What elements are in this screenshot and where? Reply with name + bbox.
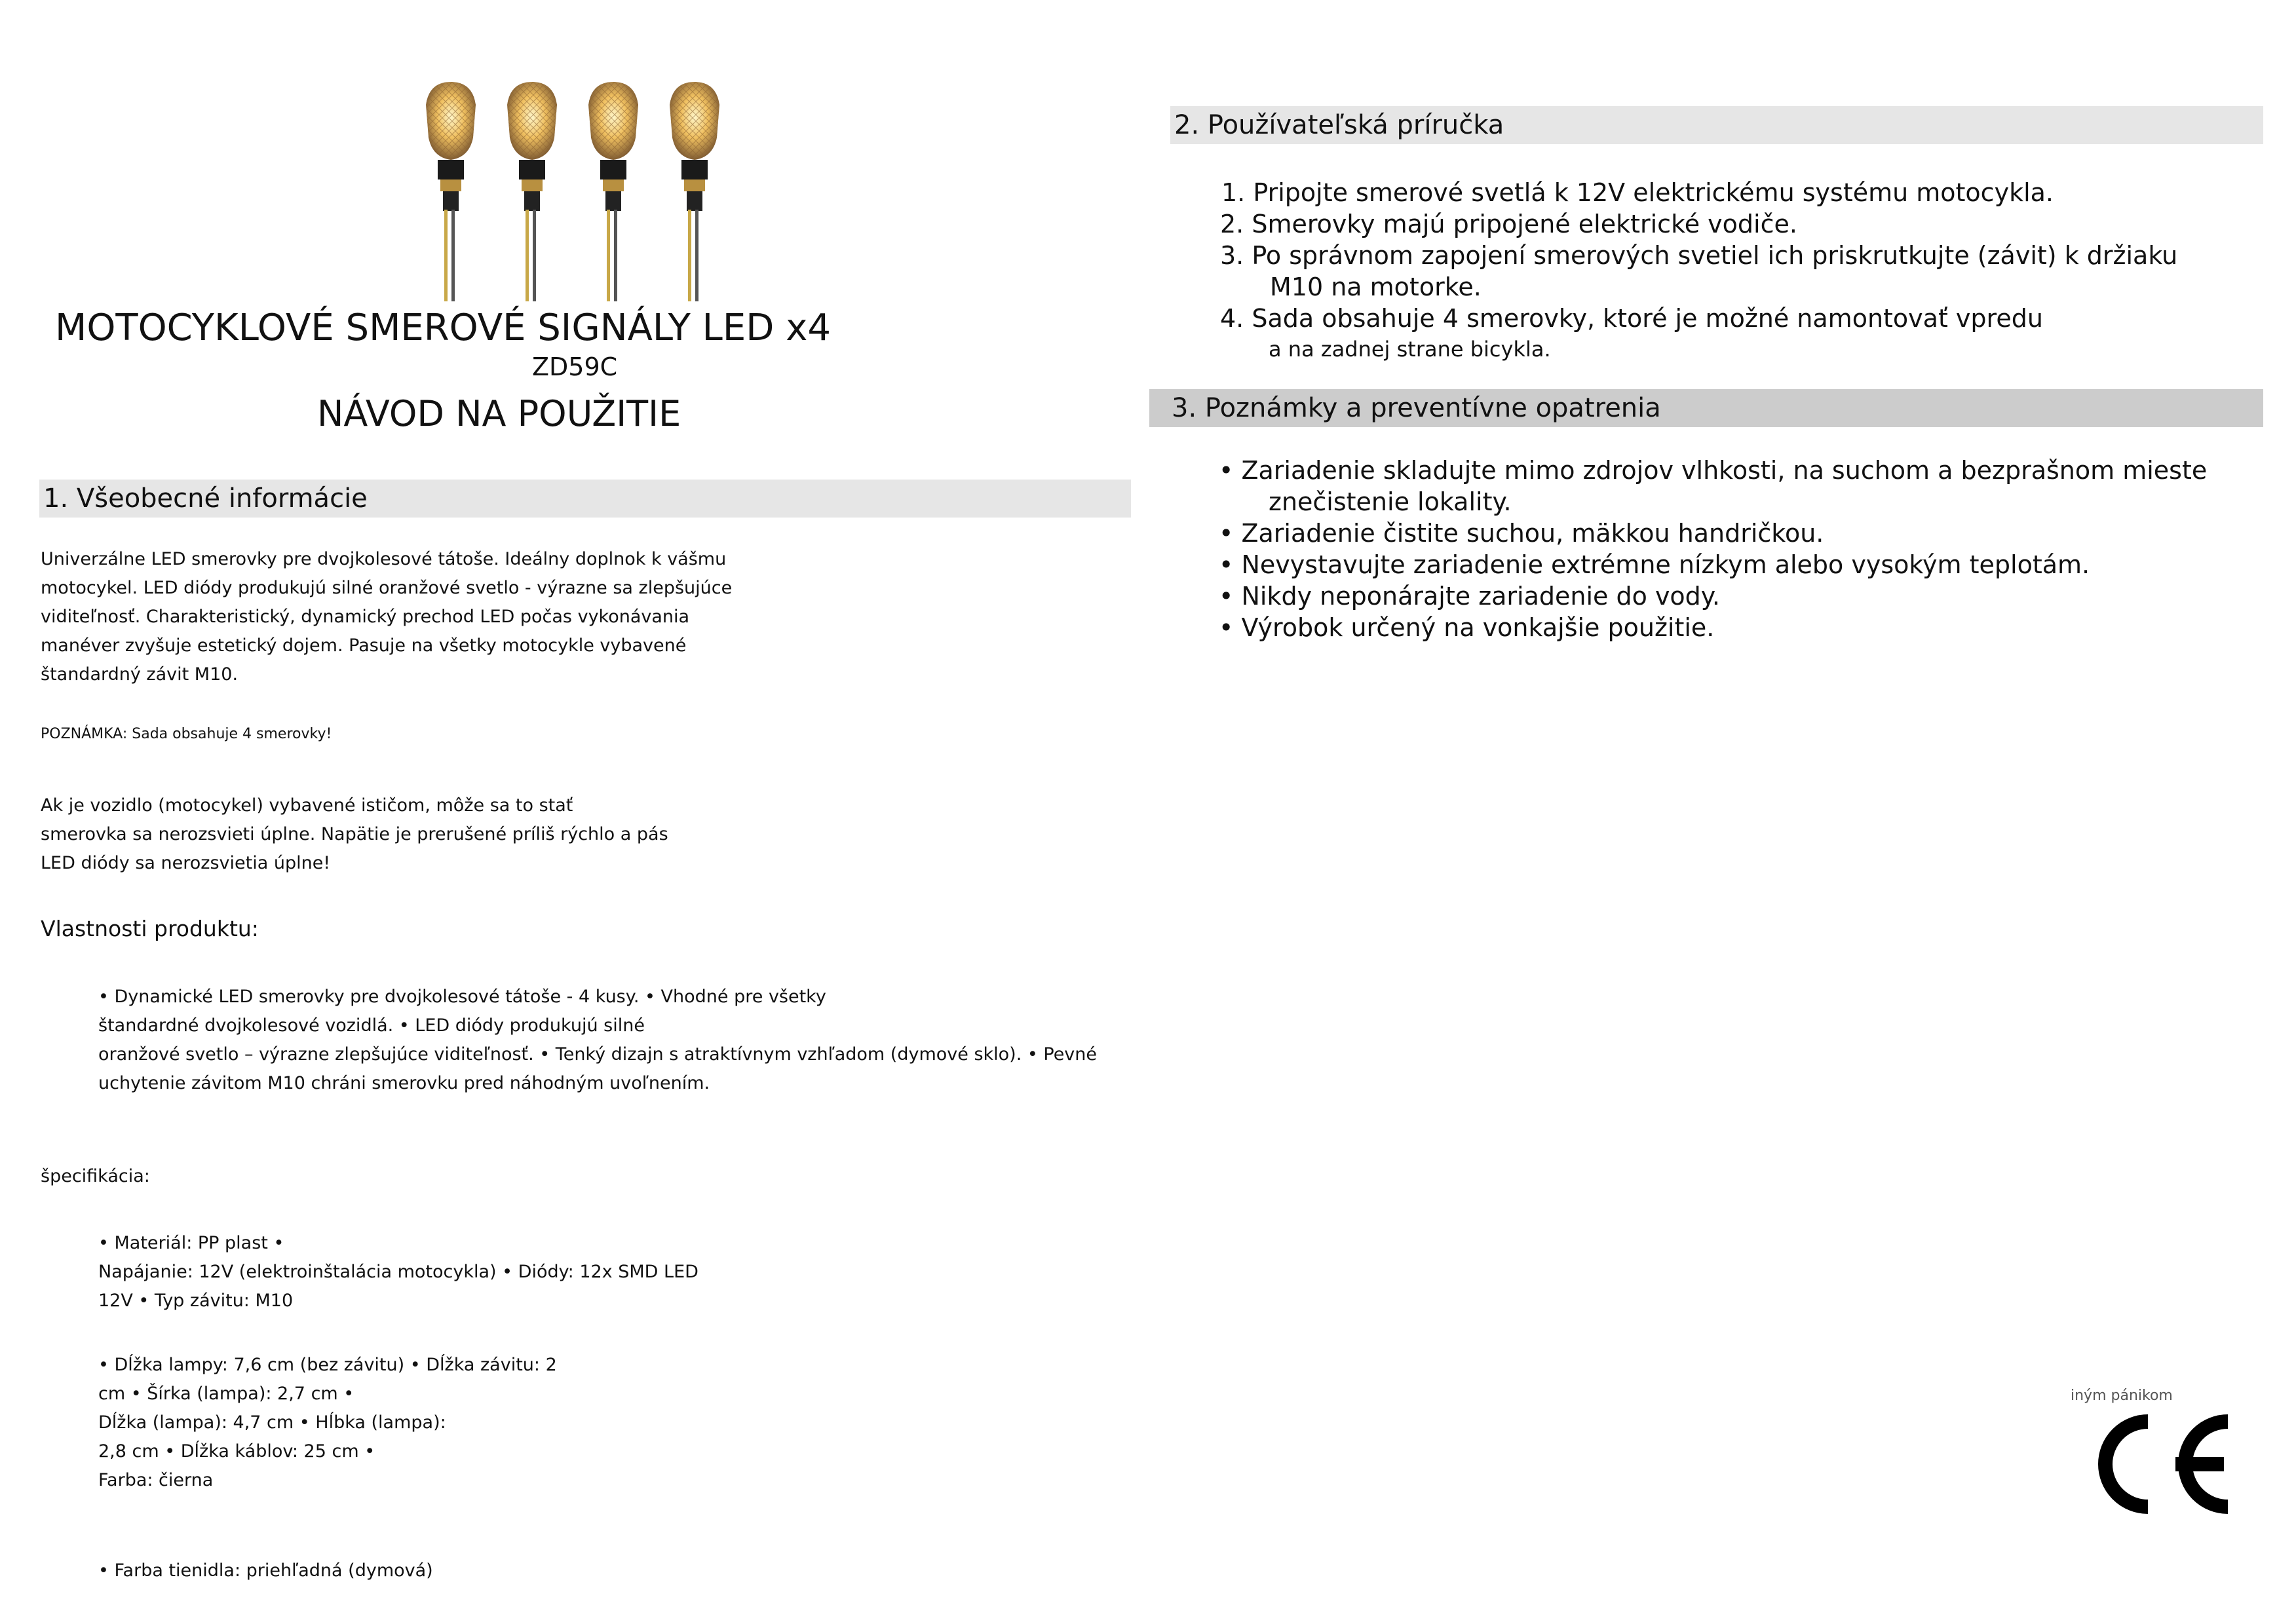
spec-block-2 <box>98 1351 557 1495</box>
section-heading-general-label: 1. Všeobecné informácie <box>43 483 368 514</box>
precaution-item: • Nevystavujte zariadenie extrémne nízkym alebo vysokým teplotám. <box>1219 550 2090 579</box>
breaker-warning <box>41 791 668 878</box>
lamp-1 <box>426 82 476 301</box>
section-heading-precautions-label: 3. Poznámky a preventívne opatrenia <box>1172 393 1661 423</box>
guide-step-2: 2. Smerovky majú pripojené elektrické vodiče. <box>1220 210 1797 238</box>
spec-line: • Materiál: PP plast • <box>98 1233 284 1253</box>
spec-shade-color: • Farba tienidla: priehľadná (dymová) <box>98 1560 433 1581</box>
guide-step-4: 4. Sada obsahuje 4 smerovky, ktoré je možné namontovať vpredu <box>1220 304 2043 333</box>
product-image-led-signals <box>413 79 740 301</box>
intro-line: motocykel. LED diódy produkujú silné oranžové svetlo - výrazne sa zlepšujúce <box>41 578 733 598</box>
precaution-item: • Zariadenie čistite suchou, mäkkou handričkou. <box>1219 519 1824 548</box>
precaution-item: • Výrobok určený na vonkajšie použitie. <box>1219 613 1715 642</box>
guide-step-3-cont: M10 na motorke. <box>1270 273 1482 301</box>
guide-step-3: 3. Po správnom zapojení smerových svetiel ich priskrutkujte (závit) k držiaku <box>1220 241 2178 270</box>
feature-line: štandardné dvojkolesové vozidlá. • LED diódy produkujú silné <box>98 1015 645 1036</box>
warning-line: smerovka sa nerozsvieti úplne. Napätie je prerušené príliš rýchlo a pás <box>41 824 668 844</box>
lamp-3 <box>588 82 638 301</box>
spec-line: 12V • Typ závitu: M10 <box>98 1291 294 1311</box>
feature-line: oranžové svetlo – výrazne zlepšujúce viditeľnosť. • Tenký dizajn s atraktívnym vzhľadom (dymové sklo). • Pevné <box>98 1044 1098 1065</box>
spec-heading: špecifikácia: <box>41 1166 150 1186</box>
intro-line: Univerzálne LED smerovky pre dvojkolesové tátoše. Ideálny doplnok k vášmu <box>41 549 727 569</box>
warning-line: LED diódy sa nerozsvietia úplne! <box>41 853 331 873</box>
set-note: POZNÁMKA: Sada obsahuje 4 smerovky! <box>41 726 332 742</box>
section-heading-user-guide-label: 2. Používateľská príručka <box>1174 110 1504 140</box>
section-heading-user-guide <box>1170 106 2263 144</box>
features-heading: Vlastnosti produktu: <box>41 916 259 941</box>
section-heading-precautions <box>1149 389 2263 427</box>
spec-line: • Dĺžka lampy: 7,6 cm (bez závitu) • Dĺžka závitu: 2 <box>98 1355 557 1375</box>
lamp-2 <box>507 82 557 301</box>
precaution-item: • Zariadenie skladujte mimo zdrojov vlhkosti, na suchom a bezprašnom mieste <box>1219 456 2208 485</box>
feature-line: uchytenie závitom M10 chráni smerovku pred náhodným uvoľnením. <box>98 1073 710 1093</box>
guide-step-4-cont: a na zadnej strane bicykla. <box>1269 337 1551 362</box>
ce-mark-icon <box>2097 1408 2234 1520</box>
spec-line: 2,8 cm • Dĺžka káblov: 25 cm • <box>98 1441 375 1462</box>
feature-line: • Dynamické LED smerovky pre dvojkolesové tátoše - 4 kusy. • Vhodné pre všetky <box>98 987 826 1007</box>
features-list <box>98 983 1097 1098</box>
spec-block-1 <box>98 1229 698 1315</box>
section-heading-general <box>39 480 1131 518</box>
lamp-4 <box>670 82 719 301</box>
intro-line: viditeľnosť. Charakteristický, dynamický prechod LED počas vykonávania <box>41 607 690 627</box>
warning-line: Ak je vozidlo (motocykel) vybavené ističom, môže sa to stať <box>41 795 573 816</box>
intro-line: štandardný závit M10. <box>41 664 239 685</box>
manual-subtitle: NÁVOD NA POUŽITIE <box>317 393 681 434</box>
precaution-item-cont: znečistenie lokality. <box>1269 487 1512 516</box>
spec-line: Farba: čierna <box>98 1470 214 1490</box>
model-code: ZD59C <box>532 352 618 381</box>
product-title: MOTOCYKLOVÉ SMEROVÉ SIGNÁLY LED x4 <box>55 307 831 349</box>
intro-line: manéver zvyšuje estetický dojem. Pasuje na všetky motocykle vybavené <box>41 635 687 656</box>
clipped-footer-text: iným pánikom <box>2071 1388 2173 1404</box>
spec-line: Dĺžka (lampa): 4,7 cm • Hĺbka (lampa): <box>98 1412 446 1433</box>
spec-line: cm • Šírka (lampa): 2,7 cm • <box>98 1384 354 1404</box>
general-intro <box>41 545 732 689</box>
guide-step-1: 1. Pripojte smerové svetlá k 12V elektrickému systému motocykla. <box>1221 178 2054 207</box>
precaution-item: • Nikdy neponárajte zariadenie do vody. <box>1219 582 1720 611</box>
spec-line: Napájanie: 12V (elektroinštalácia motocykla) • Diódy: 12x SMD LED <box>98 1262 698 1282</box>
